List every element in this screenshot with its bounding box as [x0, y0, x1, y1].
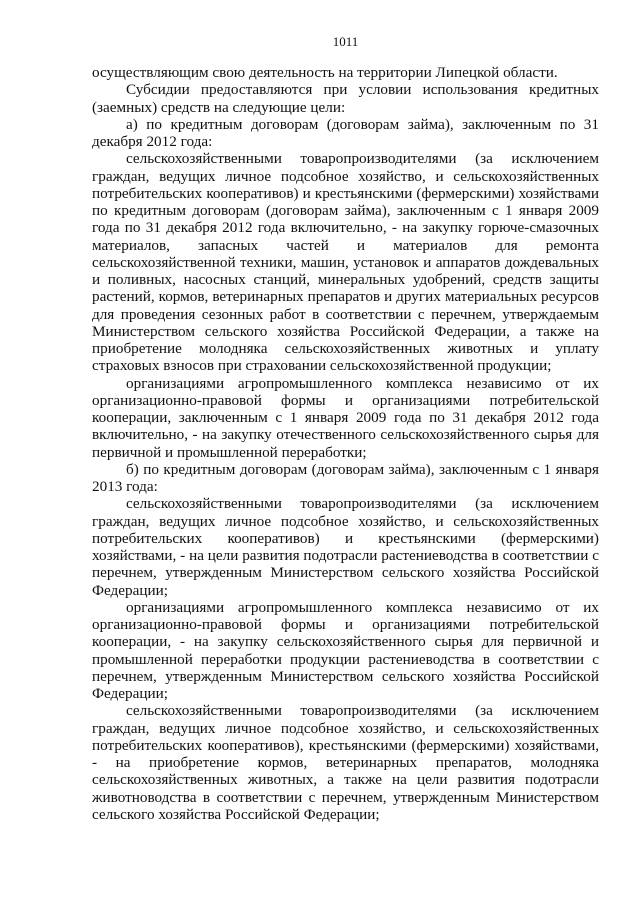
- paragraph-8: организациями агропромышленного комплекса независимо от их организационно-правовой формы и организациями потребительской кооперации, - на закупку сельскохозяйственного сырья для первичной и промышленной переработки продукции растениеводства в соответствии с перечнем, утвержденным Министерством сельского хозяйства Российской Федерации;: [92, 598, 599, 702]
- paragraph-1: осуществляющим свою деятельность на территории Липецкой области.: [92, 64, 558, 81]
- paragraph-9: сельскохозяйственными товаропроизводителями (за исключением граждан, ведущих личное подсобное хозяйство, и сельскохозяйственных потребительских кооперативов), крестьянскими (фермерскими) хозяйствами, - на приобретение кормов, ветеринарных препаратов, молодняка сельскохозяйственных животных, а также на цели развития подотрасли животноводства в соответствии с перечнем, утвержденным Министерством сельского хозяйства Российской Федерации;: [92, 702, 599, 823]
- paragraph-7: сельскохозяйственными товаропроизводителями (за исключением граждан, ведущих личное подсобное хозяйство, и сельскохозяйственных потребительских кооперативов) и крестьянскими (фермерскими) хозяйствами, - на цели развития подотрасли растениеводства в соответствии с перечнем, утвержденным Министерством сельского хозяйства Российской Федерации;: [92, 495, 599, 599]
- document-body: [92, 64, 599, 823]
- paragraph-4: сельскохозяйственными товаропроизводителями (за исключением граждан, ведущих личное подсобное хозяйство, и сельскохозяйственных потребительских кооперативов) и крестьянскими (фермерскими) хозяйствами по кредитным договорам (договорам займа), заключенным с 1 января 2009 года по 31 декабря 2012 года включительно, - на закупку горюче-смазочных материалов, запасных частей и материалов для ремонта сельскохозяйственной техники, машин, установок и аппаратов дождевальных и поливных, насосных станций, минеральных удобрений, средств защиты растений, кормов, ветеринарных препаратов и других материальных ресурсов для проведения сезонных работ в соответствии с перечнем, утверждаемым Министерством сельского хозяйства Российской Федерации, а также на приобретение молодняка сельскохозяйственных животных и уплату страховых взносов при страховании сельскохозяйственной продукции;: [92, 150, 599, 375]
- paragraph-6: б) по кредитным договорам (договорам займа), заключенным с 1 января 2013 года:: [92, 460, 599, 495]
- paragraph-3: а) по кредитным договорам (договорам займа), заключенным по 31 декабря 2012 года:: [92, 115, 599, 150]
- paragraph-2: Субсидии предоставляются при условии использования кредитных (заемных) средств на следующие цели:: [92, 81, 599, 116]
- document-page: [92, 34, 599, 823]
- page-number: 1011: [332, 34, 359, 49]
- paragraph-5: организациями агропромышленного комплекса независимо от их организационно-правовой формы и организациями потребительской кооперации, заключенным с 1 января 2009 года по 31 декабря 2012 года включительно, - на закупку отечественного сельскохозяйственного сырья для первичной и промышленной переработки;: [92, 374, 599, 461]
